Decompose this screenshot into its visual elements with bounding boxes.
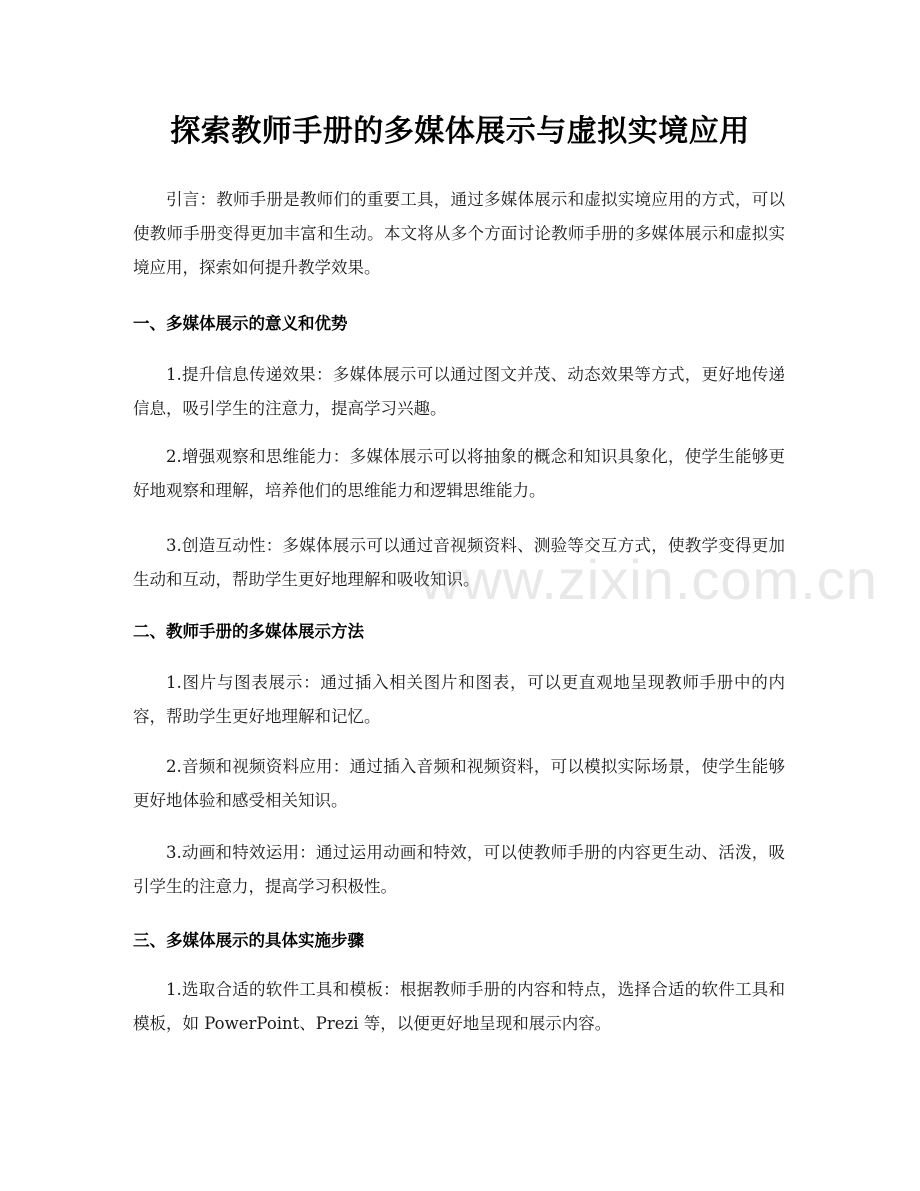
section-1-item-2-block [133,440,785,508]
section-2-item-1-block [133,666,785,734]
watermark: www.zixin.com.cn [420,548,878,611]
intro-block [133,183,785,285]
section-1-item-3-block [133,529,785,597]
section-heading-3: 三、多媒体展示的具体实施步骤 [133,931,364,950]
section-2-item-3-block [133,836,785,904]
section-3-item-1-block [133,973,785,1041]
section-heading-1: 一、多媒体展示的意义和优势 [133,314,348,333]
section-1-item-3: 3.创造互动性：多媒体展示可以通过音视频资料、测验等交互方式，使教学变得更加生动和互动，帮助学生更好地理解和吸收知识。 [133,536,785,589]
page-title: 探索教师手册的多媒体展示与虚拟实境应用 [170,114,750,149]
section-1-item-1-block [133,358,785,426]
section-2-item-2: 2.音频和视频资料应用：通过插入音频和视频资料，可以模拟实际场景，使学生能够更好地体验和感受相关知识。 [133,757,785,810]
section-2-item-3: 3.动画和特效运用：通过运用动画和特效，可以使教师手册的内容更生动、活泼，吸引学生的注意力，提高学习积极性。 [133,843,785,896]
section-heading-2: 二、教师手册的多媒体展示方法 [133,622,364,641]
section-2-item-2-block [133,750,785,818]
section-2-item-1: 1.图片与图表展示：通过插入相关图片和图表，可以更直观地呈现教师手册中的内容，帮助学生更好地理解和记忆。 [133,673,785,726]
section-1-item-1: 1.提升信息传递效果：多媒体展示可以通过图文并茂、动态效果等方式，更好地传递信息，吸引学生的注意力，提高学习兴趣。 [133,365,785,418]
intro-paragraph: 引言：教师手册是教师们的重要工具，通过多媒体展示和虚拟实境应用的方式，可以使教师手册变得更加丰富和生动。本文将从多个方面讨论教师手册的多媒体展示和虚拟实境应用，探索如何提升教学效果。 [133,190,785,277]
section-1-item-2: 2.增强观察和思维能力：多媒体展示可以将抽象的概念和知识具象化，使学生能够更好地观察和理解，培养他们的思维能力和逻辑思维能力。 [133,447,785,500]
section-3-item-1: 1.选取合适的软件工具和模板：根据教师手册的内容和特点，选择合适的软件工具和模板，如 PowerPoint、Prezi 等，以便更好地呈现和展示内容。 [133,980,785,1033]
